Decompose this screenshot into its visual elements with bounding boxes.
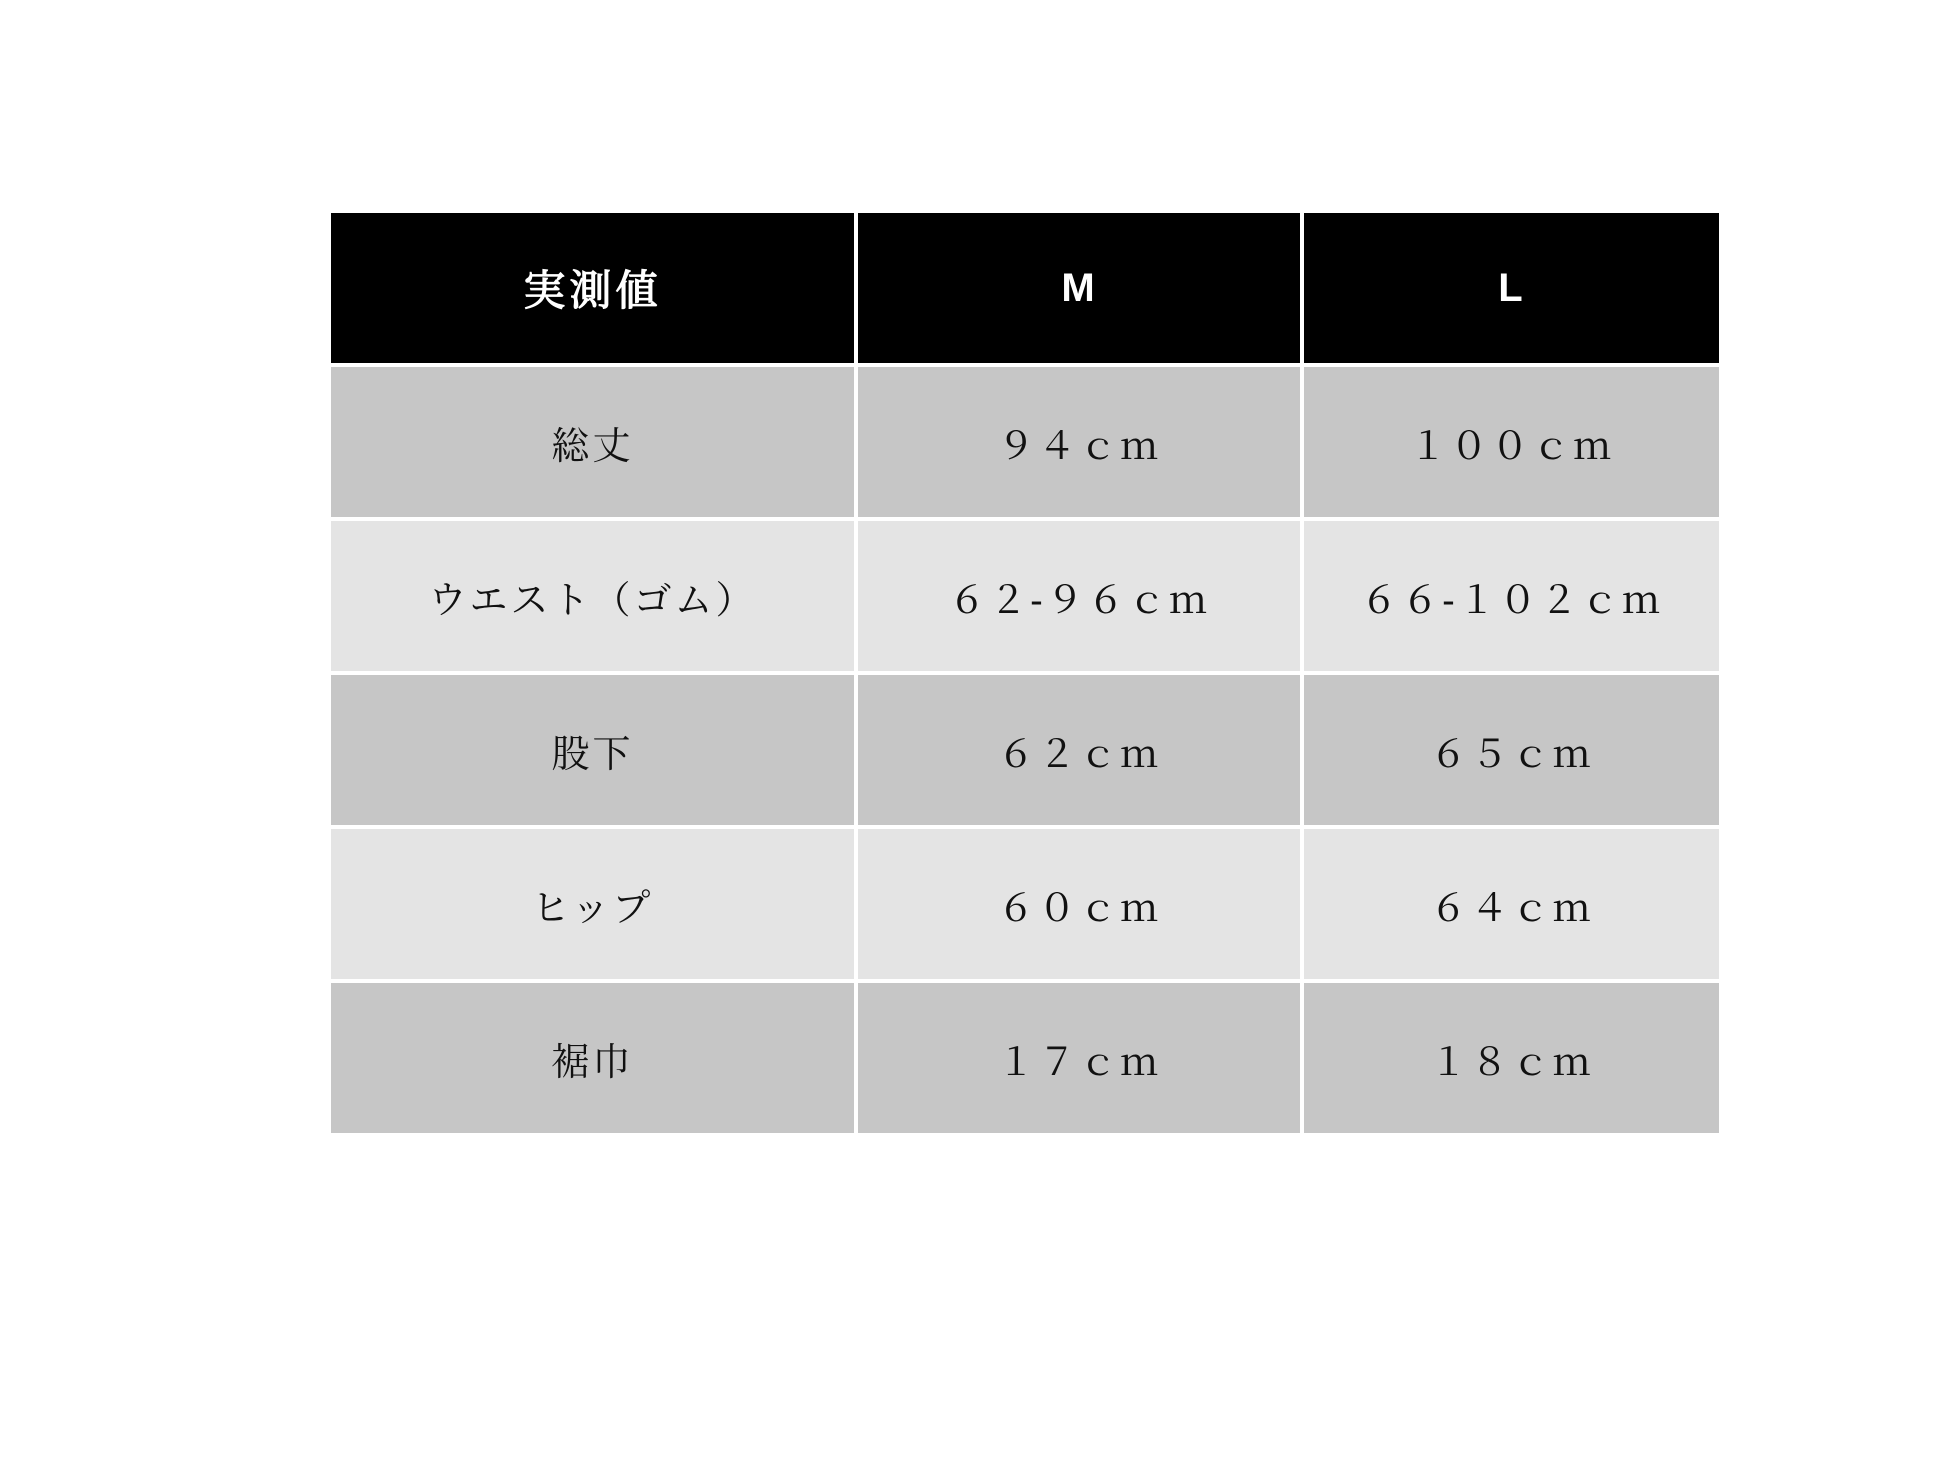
column-header-size-m: M <box>856 211 1302 365</box>
cell-waist-m: ６２-９６ｃｍ <box>856 519 1302 673</box>
table-body <box>329 365 1721 1135</box>
cell-total-length-l: １００ｃｍ <box>1302 365 1721 519</box>
column-header-measurement: 実測値 <box>329 211 856 365</box>
cell-hem-width-l: １８ｃｍ <box>1302 981 1721 1135</box>
cell-total-length-m: ９４ｃｍ <box>856 365 1302 519</box>
cell-hem-width-m: １７ｃｍ <box>856 981 1302 1135</box>
table-row <box>329 981 1721 1135</box>
table-header-row <box>329 211 1721 365</box>
cell-hip-m: ６０ｃｍ <box>856 827 1302 981</box>
table-row <box>329 365 1721 519</box>
table-header <box>329 211 1721 365</box>
table-row <box>329 519 1721 673</box>
cell-hip-l: ６４ｃｍ <box>1302 827 1721 981</box>
table-row <box>329 673 1721 827</box>
cell-inseam-m: ６２ｃｍ <box>856 673 1302 827</box>
cell-waist-l: ６６-１０２ｃｍ <box>1302 519 1721 673</box>
row-label-waist: ウエスト（ゴム） <box>329 519 856 673</box>
size-measurement-table <box>327 209 1723 1137</box>
cell-inseam-l: ６５ｃｍ <box>1302 673 1721 827</box>
table-row <box>329 827 1721 981</box>
row-label-inseam: 股下 <box>329 673 856 827</box>
row-label-total-length: 総丈 <box>329 365 856 519</box>
row-label-hem-width: 裾巾 <box>329 981 856 1135</box>
column-header-size-l: L <box>1302 211 1721 365</box>
row-label-hip: ヒップ <box>329 827 856 981</box>
